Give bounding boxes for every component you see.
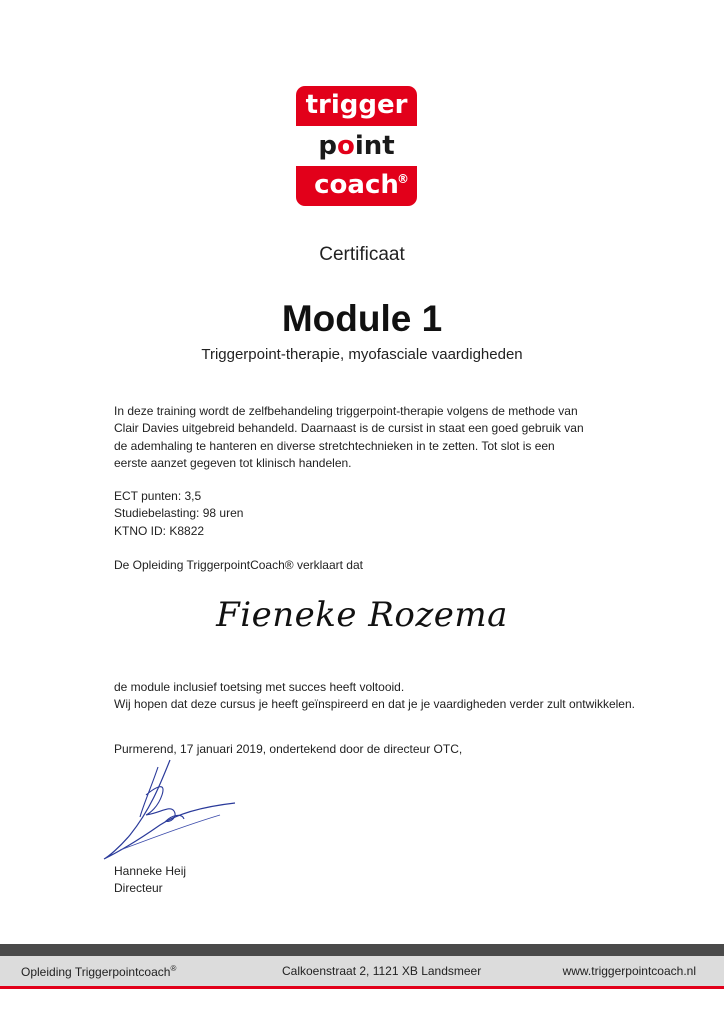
director-signature	[100, 755, 240, 865]
logo-registered-mark: ®	[397, 172, 409, 186]
intro-paragraph	[114, 403, 634, 473]
result-paragraph	[114, 679, 674, 714]
footer-bar	[0, 956, 724, 986]
logo-word-trigger: trigger	[305, 90, 408, 120]
result-line: de module inclusief toetsing met succes heeft voltooid.	[114, 680, 405, 694]
intro-line: de ademhaling te hanteren en diverse stretchtechnieken in te zetten. Tot slot is een	[114, 438, 555, 453]
signer-role: Directeur	[114, 881, 163, 896]
footer-dark-stripe	[0, 944, 724, 956]
footer-red-line	[0, 986, 724, 989]
certificate-subtitle: Certificaat	[319, 244, 405, 265]
ktno-id: KTNO ID: K8822	[114, 523, 205, 538]
signer-block	[114, 863, 634, 898]
intro-line: eerste aanzet gegeven tot klinisch handelen.	[114, 456, 352, 471]
result-line: Wij hopen dat deze cursus je heeft geïnspireerd en dat je je vaardigheden verder zult ontwikkelen.	[114, 697, 635, 712]
ect-points: ECT punten: 3,5	[114, 489, 202, 503]
footer-address: Calkoenstraat 2, 1121 XB Landsmeer	[282, 964, 482, 978]
recipient-name: Fieneke Rozema	[216, 595, 508, 635]
footer-website[interactable]: www.triggerpointcoach.nl	[562, 964, 696, 978]
place-date: Purmerend, 17 januari 2019, ondertekend door de directeur OTC,	[114, 742, 463, 756]
logo-word-coach: coach	[314, 170, 399, 200]
course-details	[114, 488, 634, 540]
study-load: Studiebelasting: 98 uren	[114, 506, 244, 521]
signer-name: Hanneke Heij	[114, 864, 187, 878]
intro-line: Clair Davies uitgebreid behandeld. Daarnaast is de cursist in staat een goed gebruik van	[114, 421, 584, 436]
trigger-point-coach-logo	[296, 86, 417, 206]
certificate-topic: Triggerpoint-therapie, myofasciale vaardigheden	[201, 346, 523, 363]
declaration-text: De Opleiding TriggerpointCoach® verklaart dat	[114, 558, 363, 572]
intro-line: In deze training wordt de zelfbehandeling triggerpoint-therapie volgens de methode van	[114, 404, 578, 418]
certificate-title: Module 1	[281, 298, 443, 339]
logo-word-point: point	[318, 131, 395, 161]
footer-organization: Opleiding Triggerpointcoach®	[21, 964, 177, 979]
